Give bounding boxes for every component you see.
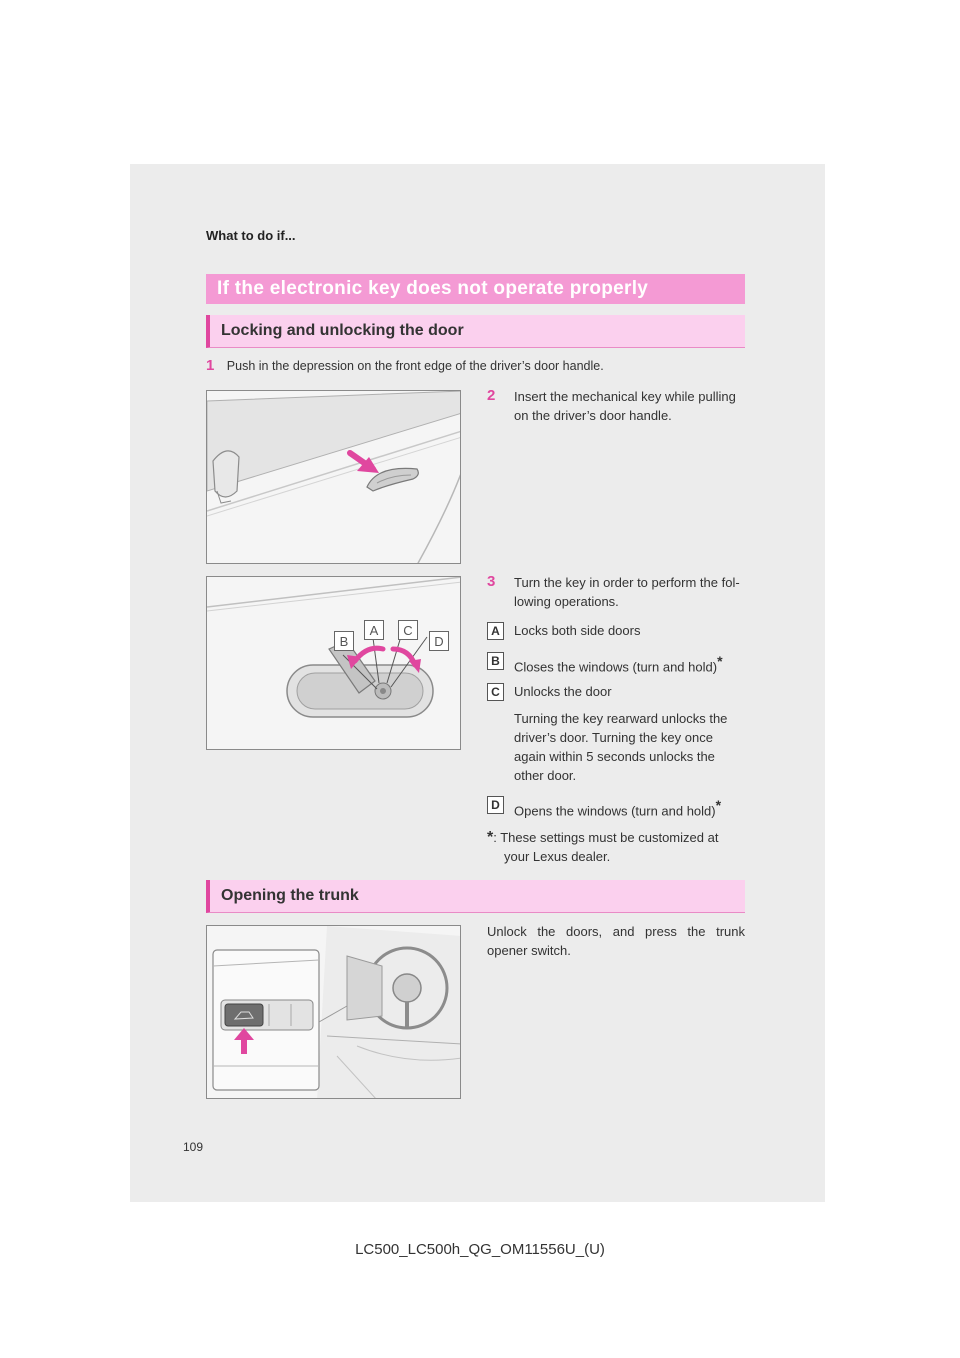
figure-letter-a: A: [364, 620, 384, 640]
trunk-instructions: [487, 922, 745, 960]
banner-title: If the electronic key does not operate properly: [206, 274, 745, 304]
trunk-text-line: Unlock the doors, and press the trunk: [487, 924, 745, 939]
step-text-line: lowing operations.: [514, 594, 619, 609]
footer-code: LC500_LC500h_QG_OM11556U_(U): [355, 1241, 605, 1258]
operation-letter-c: C: [487, 683, 504, 701]
footnote-mark: *: [717, 653, 723, 669]
operation-text: Opens the windows (turn and hold): [514, 803, 716, 819]
note-line: driver’s door. Turning the key once: [514, 730, 713, 745]
step-text-line: Turn the key in order to perform the fol-: [514, 575, 740, 590]
note-line: other door.: [514, 768, 577, 783]
note-line: Turning the key rearward unlocks the: [514, 711, 728, 726]
operation-letter-b: B: [487, 652, 504, 670]
door-handle-figure: [206, 390, 461, 564]
step-number: 3: [487, 573, 496, 590]
operation-letter-a: A: [487, 622, 504, 640]
unlock-note: [514, 709, 746, 785]
step-text-line: Insert the mechanical key while pulling: [514, 389, 736, 404]
operation-text-d: [514, 797, 721, 818]
page-number: 109: [183, 1140, 204, 1154]
figure-letter-c: C: [398, 620, 418, 640]
step-number: 1: [206, 357, 215, 374]
figure-letter-b: B: [334, 631, 354, 651]
step-number: 2: [487, 387, 496, 404]
footnote-line: your Lexus dealer.: [504, 849, 611, 864]
trunk-text-line: opener switch.: [487, 943, 571, 958]
footnote-mark: *: [715, 797, 722, 813]
note-line: again within 5 seconds unlocks the: [514, 749, 715, 764]
step-1: [206, 357, 746, 376]
step-text: Push in the depression on the front edge of the driver’s door handle.: [226, 359, 604, 373]
step-2-text: [514, 387, 746, 425]
key-cylinder-figure: [206, 576, 461, 750]
footnote-line: : These settings must be customized at: [493, 830, 719, 845]
subhead-trunk: Opening the trunk: [206, 880, 745, 913]
figure-letter-d: D: [429, 631, 449, 651]
trunk-opener-figure: [206, 925, 461, 1099]
step-text-line: on the driver’s door handle.: [514, 408, 672, 423]
operation-text-c: Unlocks the door: [514, 684, 612, 699]
footnote-mark: *: [487, 829, 494, 846]
operation-letter-d: D: [487, 796, 504, 814]
section-label: What to do if...: [206, 228, 296, 243]
operation-text-a: Locks both side doors: [514, 623, 641, 638]
footnote: [487, 828, 747, 866]
operation-text: Closes the windows (turn and hold): [514, 659, 718, 675]
step-3-text: [514, 573, 746, 611]
operation-text-b: [514, 653, 723, 674]
step-3: [487, 573, 495, 591]
subhead-locking: Locking and unlocking the door: [206, 315, 745, 348]
